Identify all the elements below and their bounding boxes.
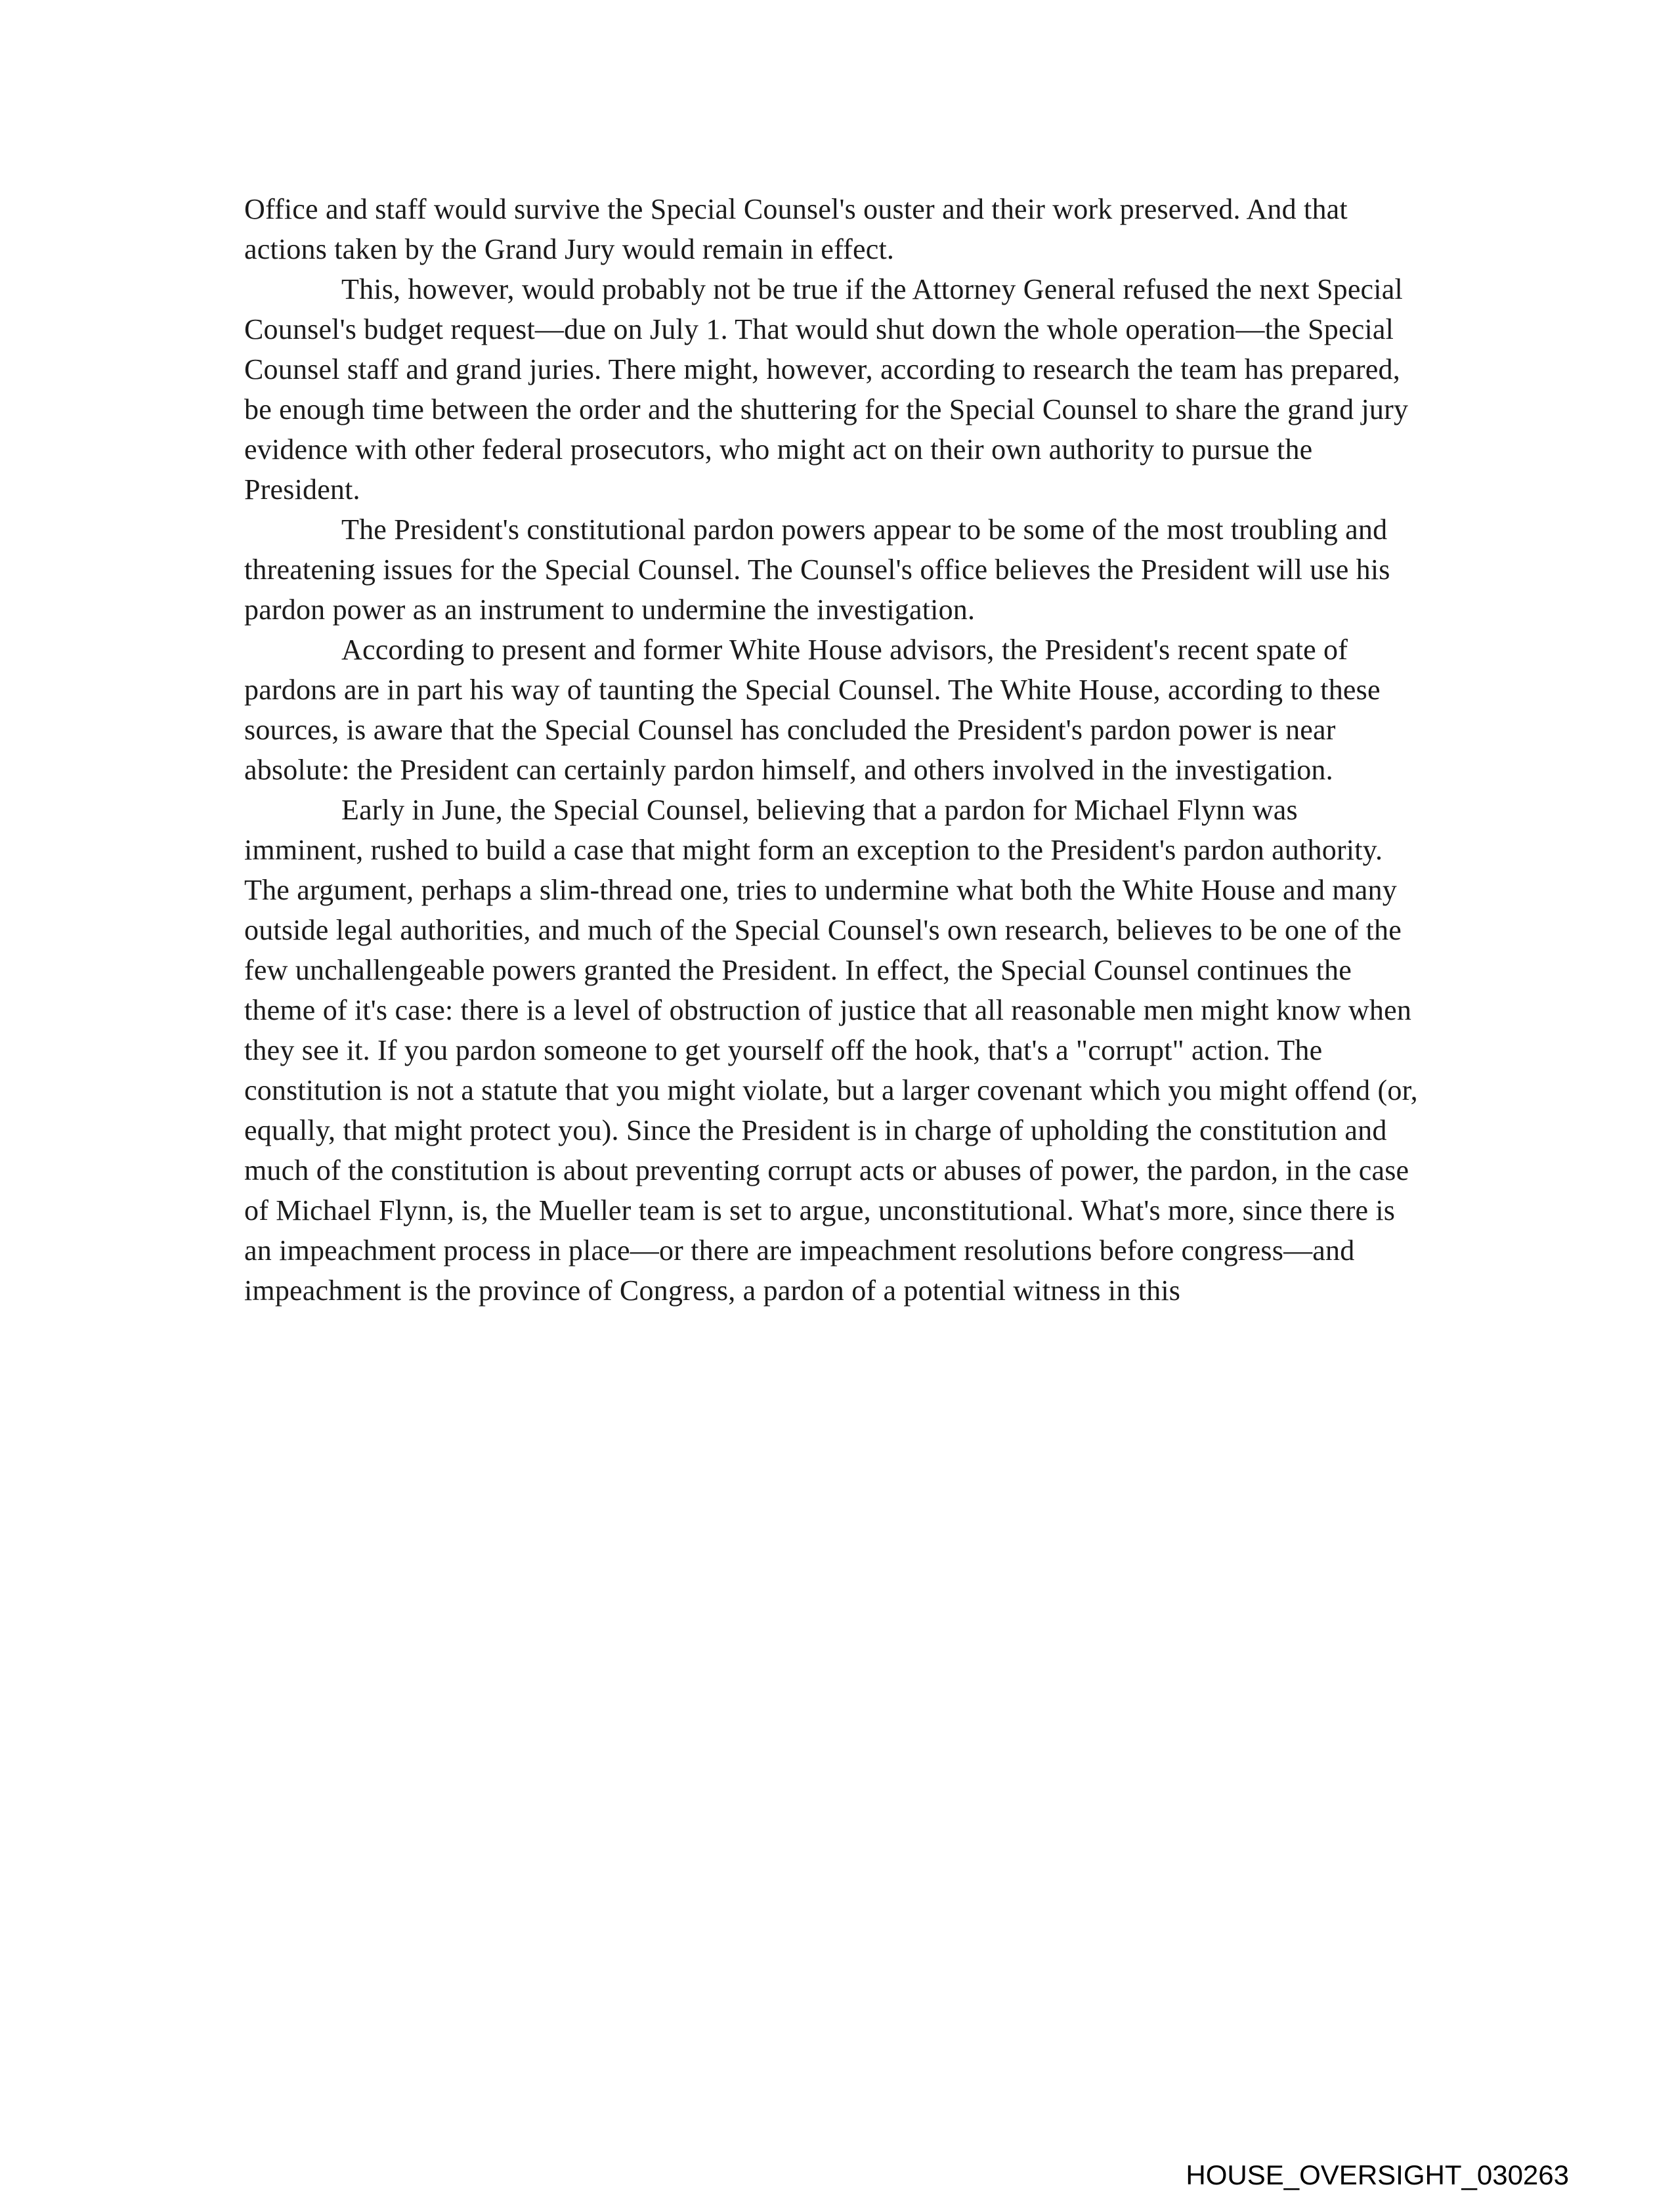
paragraph: Office and staff would survive the Special Counsel's ouster and their work preserved. And that actions taken by the Grand Jury would remain in effect.	[244, 193, 1348, 265]
page-text-block	[244, 189, 1423, 1311]
paragraph: This, however, would probably not be true if the Attorney General refused the next Special Counsel's budget request—due on July 1. That would shut down the whole operation—the Special Counsel staff and grand juries. There might, however, according to research the team has prepared, be enough time between the order and the shuttering for the Special Counsel to share the grand jury evidence with other federal prosecutors, who might act on their own authority to pursue the President.	[244, 273, 1409, 506]
paragraph: The President's constitutional pardon powers appear to be some of the most troubling and threatening issues for the Special Counsel. The Counsel's office believes the President will use his pardon power as an instrument to undermine the investigation.	[244, 513, 1390, 626]
bates-number: HOUSE_OVERSIGHT_030263	[1186, 2159, 1569, 2190]
paragraph: According to present and former White House advisors, the President's recent spate of pardons are in part his way of taunting the Special Counsel. The White House, according to these sources, is aware that the Special Counsel has concluded the President's pardon power is near absolute: the President can certainly pardon himself, and others involved in the investigation.	[244, 634, 1381, 786]
paragraph: Early in June, the Special Counsel, believing that a pardon for Michael Flynn was imminent, rushed to build a case that might form an exception to the President's pardon authority. The argument, perhaps a slim-thread one, tries to undermine what both the White House and many outside legal authorities, and much of the Special Counsel's own research, believes to be one of the few unchallengeable powers granted the President. In effect, the Special Counsel continues the theme of it's case: there is a level of obstruction of justice that all reasonable men might know when they see it. If you pardon someone to get yourself off the hook, that's a "corrupt" action. The constitution is not a statute that you might violate, but a larger covenant which you might offend (or, equally, that might protect you). Since the President is in charge of upholding the constitution and much of the constitution is about preventing corrupt acts or abuses of power, the pardon, in the case of Michael Flynn, is, the Mueller team is set to argue, unconstitutional. What's more, since there is an impeachment process in place—or there are impeachment resolutions before congress—and impeachment is the province of Congress, a pardon of a potential witness in this	[244, 794, 1418, 1307]
